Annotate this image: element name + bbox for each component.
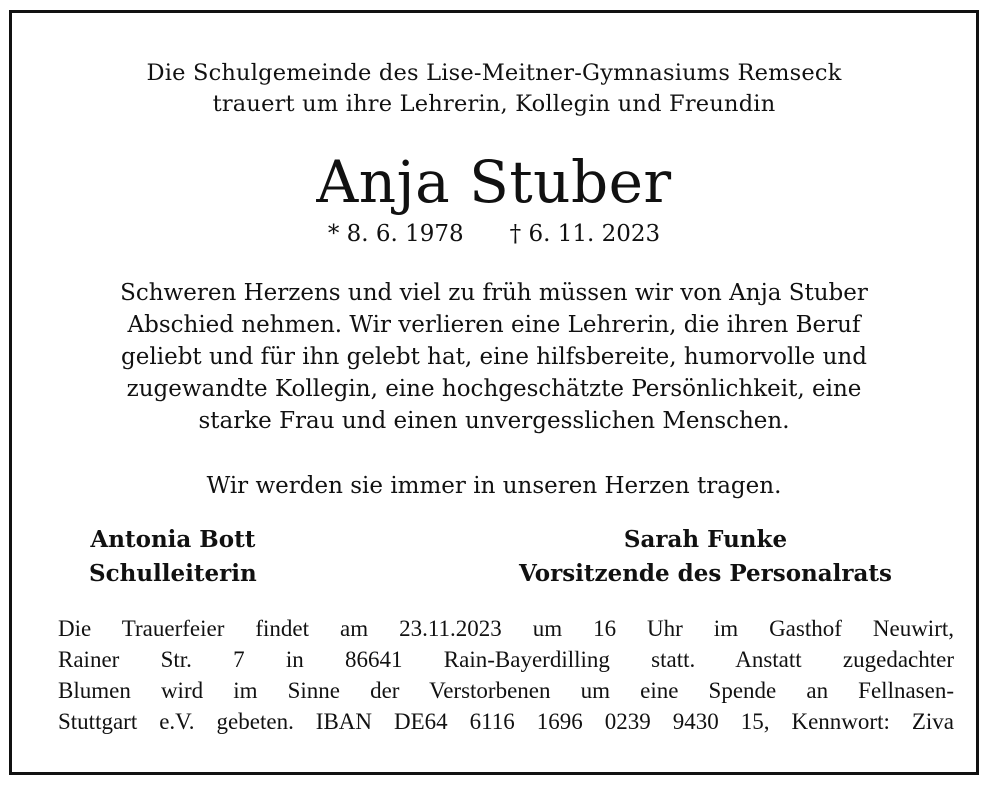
intro-line: Die Schulgemeinde des Lise-Meitner-Gymnasiums Remseck: [146, 60, 842, 86]
life-dates: [12, 221, 976, 247]
closing-line: Wir werden sie immer in unseren Herzen tragen.: [206, 473, 782, 499]
funeral-info-line: Blumen wird im Sinne der Verstorbenen um eine Spende an Fellnasen-: [58, 678, 954, 703]
funeral-info-line: Rainer Str. 7 in 86641 Rain-Bayerdilling statt. Anstatt zugedachter: [58, 647, 954, 672]
signature-left: [89, 523, 257, 591]
obituary-notice: [9, 10, 979, 775]
body-line: Abschied nehmen. Wir verlieren eine Lehrerin, die ihren Beruf: [127, 312, 861, 338]
body-line: Schweren Herzens und viel zu früh müssen wir von Anja Stuber: [120, 280, 868, 306]
signatory-name: Antonia Bott: [90, 526, 256, 553]
funeral-info-line: Stuttgart e.V. gebeten. IBAN DE64 6116 1696 0239 9430 15, Kennwort: Ziva: [58, 709, 954, 734]
body-line: geliebt und für ihn gelebt hat, eine hilfsbereite, humorvolle und: [121, 344, 867, 370]
birth-date: * 8. 6. 1978: [327, 221, 464, 247]
body-line: zugewandte Kollegin, eine hochgeschätzte Persönlichkeit, eine: [126, 376, 862, 402]
signatory-role: Schulleiterin: [89, 560, 257, 587]
signature-right: [519, 523, 892, 591]
deceased-name: Anja Stuber: [316, 148, 672, 216]
death-date: † 6. 11. 2023: [509, 221, 661, 247]
funeral-info-line: Die Trauerfeier findet am 23.11.2023 um 16 Uhr im Gasthof Neuwirt,: [58, 616, 954, 641]
intro-line: trauert um ihre Lehrerin, Kollegin und Freundin: [212, 91, 776, 117]
body-line: starke Frau und einen unvergesslichen Menschen.: [198, 408, 790, 434]
signatory-name: Sarah Funke: [623, 526, 788, 553]
signatory-role: Vorsitzende des Personalrats: [519, 560, 892, 587]
